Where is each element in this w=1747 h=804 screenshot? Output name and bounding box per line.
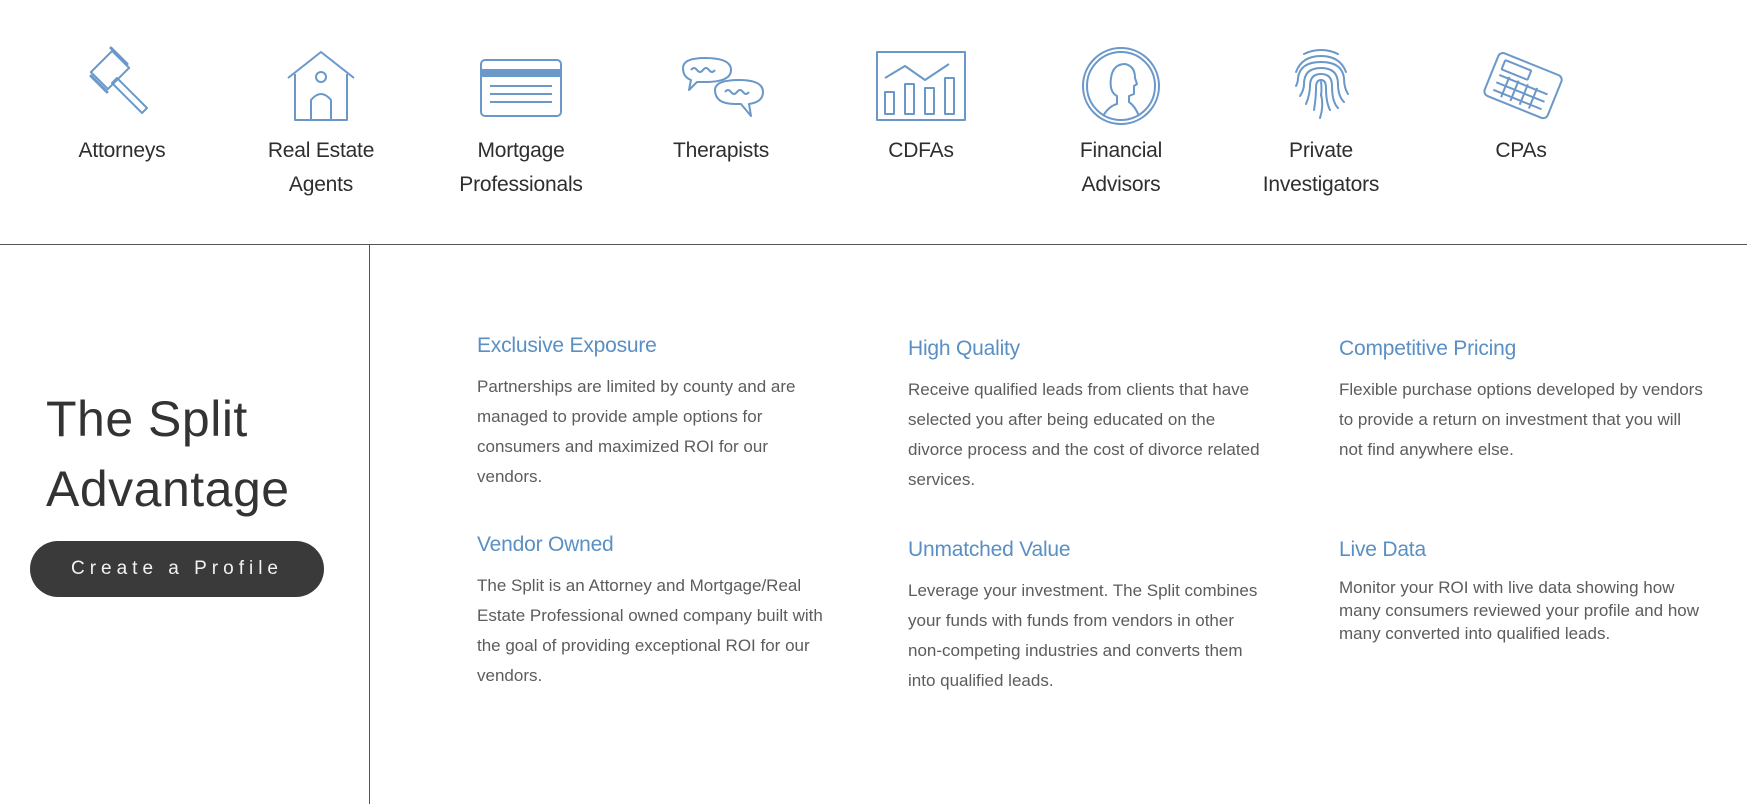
vendor-therapists[interactable] <box>626 44 816 168</box>
chart-icon <box>873 44 969 128</box>
feature-body: Monitor your ROI with live data showing how many consumers reviewed your profile and how many converted into qualified leads. <box>1339 578 1700 643</box>
house-icon <box>281 44 361 128</box>
vendor-label: Private Investigators <box>1262 139 1380 196</box>
feature-body: The Split is an Attorney and Mortgage/Real Estate Professional owned company built with the goal of providing exceptional ROI for our vendors. <box>477 576 823 685</box>
feature-title: Competitive Pricing <box>1339 337 1517 360</box>
feature-body: Leverage your investment. The Split combines your funds with funds from vendors in other non-competing industries and converts them into qualified leads. <box>908 581 1258 690</box>
vendor-label: Financial Advisors <box>1079 139 1163 196</box>
vendor-financial-advisors[interactable] <box>1026 44 1216 202</box>
feature-title: Unmatched Value <box>908 538 1071 561</box>
vendor-label: CDFAs <box>888 139 954 162</box>
feature-high-quality <box>908 337 1268 495</box>
document-icon <box>476 44 566 128</box>
vendor-label: Attorneys <box>78 139 166 162</box>
feature-unmatched-value <box>908 538 1268 696</box>
feature-title: Exclusive Exposure <box>477 334 657 357</box>
vendor-cdfas[interactable] <box>826 44 1016 168</box>
vendor-label: CPAs <box>1495 139 1547 162</box>
vendor-private-investigators[interactable] <box>1226 44 1416 202</box>
feature-body: Receive qualified leads from clients that have selected you after being educated on the divorce process and the cost of divorce related services. <box>908 380 1260 489</box>
vendor-label: Therapists <box>672 139 770 162</box>
feature-live-data <box>1339 538 1704 645</box>
feature-body: Flexible purchase options developed by vendors to provide a return on investment that you will not find anywhere else. <box>1339 380 1703 459</box>
section-title: The Split Advantage <box>46 391 290 517</box>
vendor-label: Real Estate Agents <box>267 139 375 196</box>
feature-title: High Quality <box>908 337 1020 360</box>
vendor-attorneys[interactable] <box>27 44 217 168</box>
vendor-label: Mortgage Professionals <box>459 139 583 196</box>
feature-title: Live Data <box>1339 538 1426 561</box>
vertical-divider <box>369 245 370 804</box>
gavel-icon <box>77 44 167 128</box>
feature-vendor-owned <box>477 533 842 691</box>
feature-exclusive-exposure <box>477 334 837 492</box>
calculator-icon <box>1476 44 1566 128</box>
vendor-types-section <box>0 0 1747 245</box>
feature-title: Vendor Owned <box>477 533 614 556</box>
vendor-real-estate-agents[interactable] <box>226 44 416 202</box>
feature-competitive-pricing <box>1339 337 1704 465</box>
feature-body: Partnerships are limited by county and are managed to provide ample options for consumers and maximized ROI for our vendors. <box>477 377 796 486</box>
horizontal-divider <box>0 244 1747 245</box>
create-profile-button[interactable]: Create a Profile <box>30 541 324 597</box>
speech-bubbles-icon <box>673 44 769 128</box>
vendor-mortgage-professionals[interactable] <box>426 44 616 202</box>
person-profile-icon <box>1079 44 1163 128</box>
vendor-cpas[interactable] <box>1426 44 1616 168</box>
fingerprint-icon <box>1286 44 1356 128</box>
